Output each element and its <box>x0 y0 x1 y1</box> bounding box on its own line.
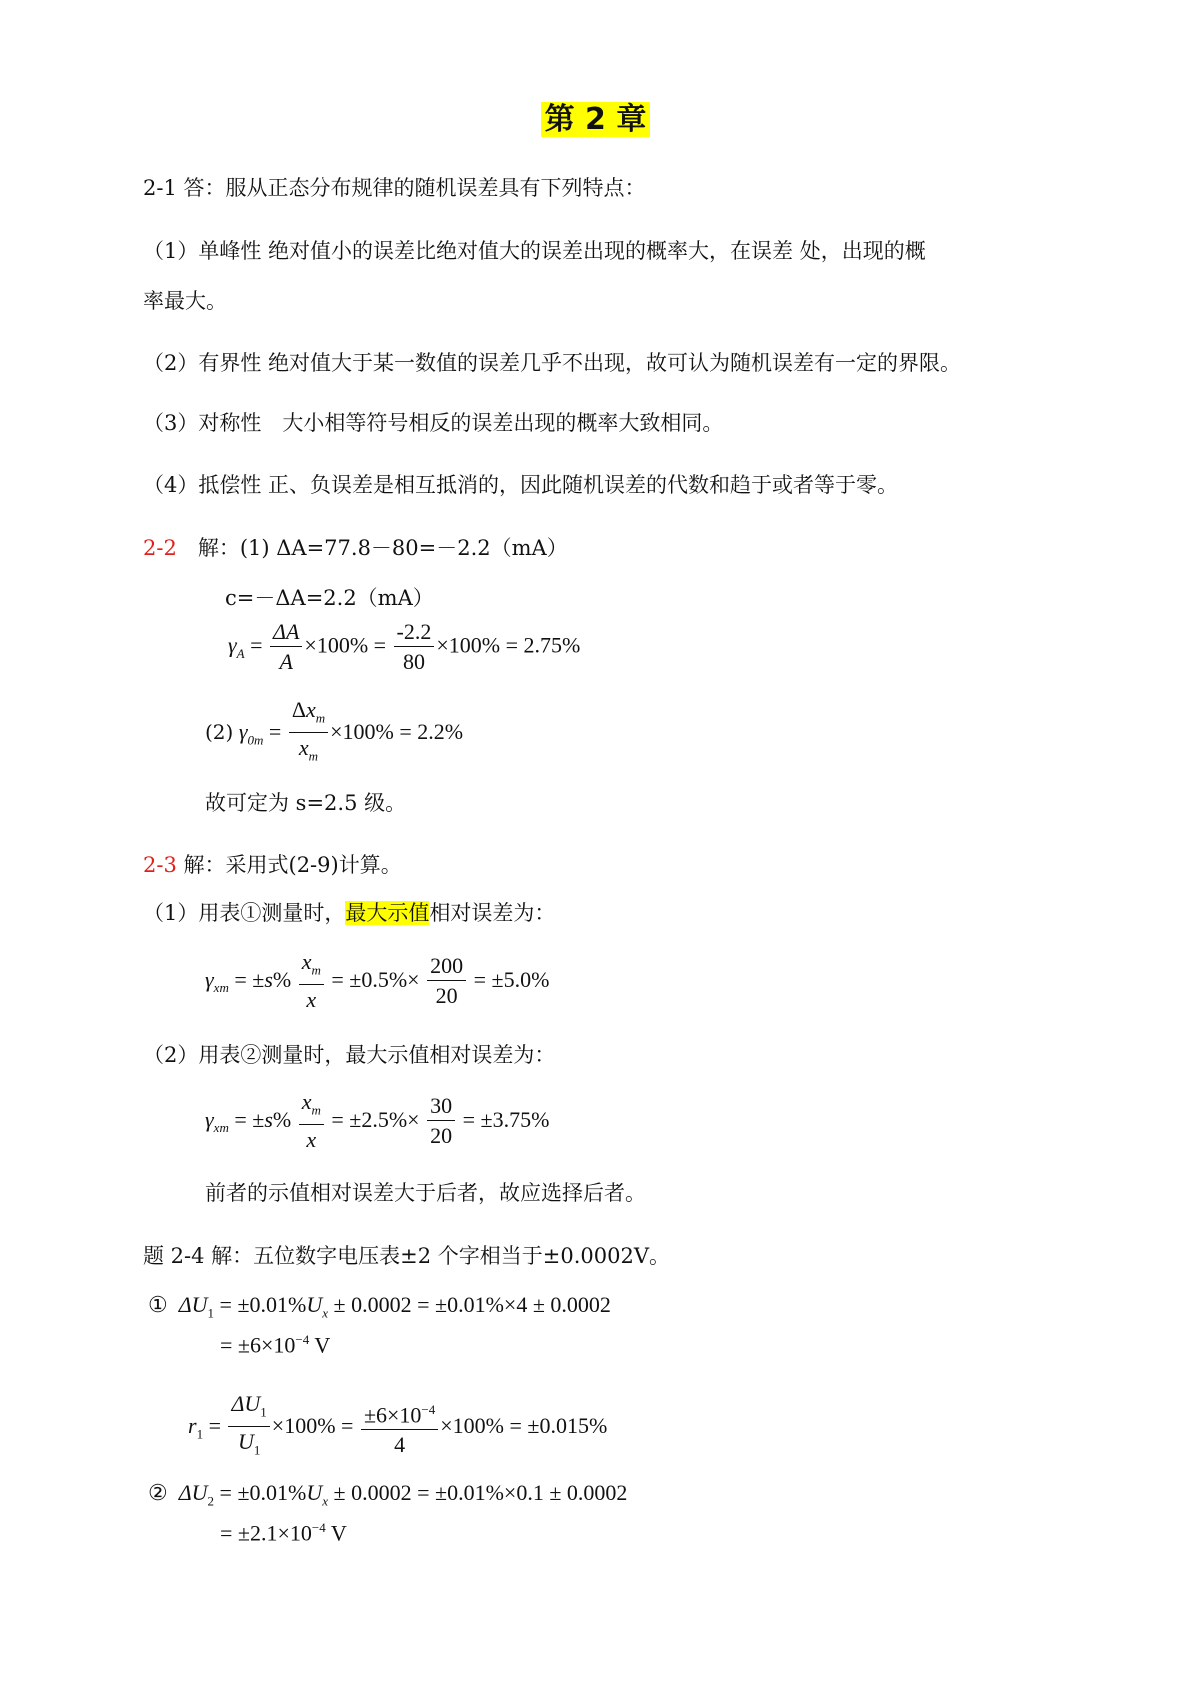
q2-line-1: 2-2 解：(1) ΔA=77.8－80=－2.2（mA） <box>143 536 568 560</box>
q4-formula-r1: $r_1$ = $\frac{\Delta U_1}{U_1}$ ×100% = $\frac{\pm 6\times 10^{-4}}{4}$ ×100% = ±0.015% <box>188 1391 608 1458</box>
q3-formula-1: $\gamma_{xm} = \pm s\%$ $\frac{x_m}{x}$ = ±0.5%× $\frac{200}{20}$ = ±5.0% <box>205 949 550 1013</box>
q3-line-2: （2）用表②测量时，最大示值相对误差为： <box>143 1043 556 1067</box>
q4-formula-1a: ① $\Delta U_1 = \pm 0.01\%U_x \pm 0.0002 = \pm 0.01\%\times 4 \pm 0.0002$ <box>148 1292 611 1321</box>
q2-number: 2-2 <box>143 536 177 560</box>
q1-point-1a: （1）单峰性 绝对值小的误差比绝对值大的误差出现的概率大，在误差 处，出现的概 <box>143 239 926 263</box>
q1-point-3: （3）对称性 大小相等符号相反的误差出现的概率大致相同。 <box>143 411 724 435</box>
q2-formula-gamma-a: $\gamma_A$ = $\frac{\Delta A}{A}$ ×100% = $\frac{-2.2}{80}$ ×100% = 2.75% <box>228 619 581 674</box>
q4-formula-2a: ② $\Delta U_2 = \pm 0.01\%U_x \pm 0.0002 = \pm 0.01\%\times 0.1 \pm 0.0002$ <box>148 1480 628 1509</box>
q1-intro: 2-1 答：服从正态分布规律的随机误差具有下列特点： <box>143 176 646 200</box>
q4-formula-2b: = $\pm 2.1\times 10^{-4}$ V <box>220 1520 347 1546</box>
highlight: 最大示值 <box>345 901 430 925</box>
q3-line-1: （1）用表①测量时，最大示值相对误差为： <box>143 901 556 925</box>
chapter-title: 第 2 章 <box>0 94 1191 138</box>
q2-conclusion: 故可定为 s=2.5 级。 <box>205 791 407 815</box>
q4-intro: 题 2-4 解：五位数字电压表±2 个字相当于±0.0002V。 <box>143 1244 671 1268</box>
q1-point-4: （4）抵偿性 正、负误差是相互抵消的，因此随机误差的代数和趋于或者等于零。 <box>143 473 899 497</box>
q1-point-1b: 率最大。 <box>143 289 227 313</box>
q4-formula-1b: = $\pm 6\times 10^{-4}$ V <box>220 1332 331 1358</box>
q2-formula-gamma-0m: (2) $\gamma_{0m}$ = $\frac{\Delta x_m}{x_m}$ ×100% = 2.2% <box>205 697 464 764</box>
q3-conclusion: 前者的示值相对误差大于后者，故应选择后者。 <box>205 1181 646 1205</box>
q3-number: 2-3 <box>143 853 177 877</box>
q3-intro: 2-3 解：采用式(2-9)计算。 <box>143 853 402 877</box>
q1-point-2: （2）有界性 绝对值大于某一数值的误差几乎不出现，故可认为随机误差有一定的界限。 <box>143 351 962 375</box>
q2-line-2: c=－ΔA=2.2（mA） <box>225 586 434 610</box>
q3-formula-2: $\gamma_{xm} = \pm s\%$ $\frac{x_m}{x}$ = ±2.5%× $\frac{30}{20}$ = ±3.75% <box>205 1089 550 1153</box>
